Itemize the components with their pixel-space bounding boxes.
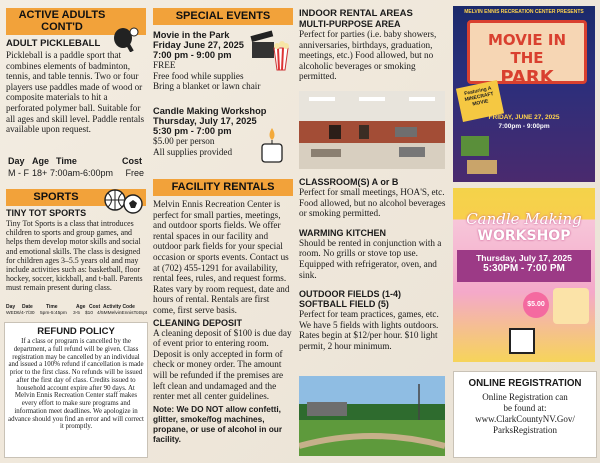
tt-cell-cost: $10 bbox=[85, 311, 94, 316]
candle-time: 5:30 pm - 7:00 pm bbox=[153, 126, 232, 136]
movie-line1: FREE bbox=[153, 60, 176, 70]
movie-line3: Bring a blanket or lawn chair bbox=[153, 81, 261, 92]
cell-age: 18+ bbox=[32, 168, 48, 178]
poster-title-line2: PARK bbox=[500, 67, 554, 88]
tt-col-cost: Cost bbox=[89, 304, 101, 310]
classroom-body: Perfect for small meetings, HOA'S, etc. Food allowed, but no alcohol beverages or smoking permitted. bbox=[299, 187, 446, 219]
movie-line2: Free food while supplies bbox=[153, 70, 244, 81]
deposit-body: A cleaning deposit of $100 is due day of event prior to entering room. Deposit is only accepted in form of check or money order. The amount will be refunded if the premises are left clean and undamaged and the renter met all center guidelines. bbox=[153, 327, 292, 402]
pickleball-title: ADULT PICKLEBALL bbox=[6, 38, 101, 49]
pickleball-table-header bbox=[8, 156, 148, 166]
classroom-section bbox=[299, 177, 447, 352]
registration-title: ONLINE REGISTRATION bbox=[468, 378, 582, 389]
tt-col-day: Day bbox=[6, 304, 16, 310]
room-illustration bbox=[299, 91, 445, 169]
poster-badge: Featuring A MINECRAFT MOVIE bbox=[456, 80, 504, 122]
cell-cost: Free bbox=[125, 168, 144, 178]
poster-date: FRIDAY, JUNE 27, 2025 bbox=[488, 114, 560, 121]
sports-header-text: SPORTS bbox=[33, 191, 79, 203]
outdoor-body: Perfect for team practices, games, etc. We have 5 fields with lights outdoors. Rates begin at $12/per hour. $10 light permit, 2 hour minimum. bbox=[299, 309, 439, 351]
tinytot-title: TINY TOT SPORTS bbox=[6, 208, 87, 218]
indoor-rentals-section bbox=[299, 8, 447, 82]
candle-poster-candles bbox=[553, 288, 589, 324]
facility-rentals-header-text: FACILITY RENTALS bbox=[171, 181, 275, 193]
refund-body: If a class or program is cancelled by the department, a full refund will be given. Class registration may be cancelled by an individual and issued a 100% refund if cancellation is made prior to the first class. No refunds will be issued after the first day of class. Credits issued to household account expire after 90 days. At Melvin Ennis Recreation Center staff makes every effort to make sure programs and information meet deadlines. We apologize in advance should you find an error and will correct it promptly. bbox=[8, 338, 144, 431]
col-day: Day bbox=[8, 156, 25, 166]
candle-poster-time: 5:30PM - 7:00 PM bbox=[483, 263, 565, 274]
poster-title-line1: MOVIE IN THE bbox=[487, 31, 567, 67]
registration-line1: Online Registration can bbox=[482, 392, 568, 402]
poster-title-sign bbox=[467, 20, 587, 88]
movie-poster bbox=[453, 6, 595, 182]
poster-movie-thumbnail bbox=[461, 136, 489, 156]
facility-rentals-section bbox=[153, 199, 293, 444]
pickleball-body: Pickleball is a paddle sport that combines elements of badminton, tennis, and table tennis. Two or four players use paddles made of wood or composite materials to hit a perforated polymer ball. Suitable for all ages and skill level. Paddle rentals available upon request. bbox=[6, 50, 145, 135]
candle-poster bbox=[453, 188, 595, 362]
poster-time: 7:00pm - 9:00pm bbox=[498, 123, 550, 130]
tt-col-time: Time bbox=[46, 304, 58, 310]
movie-date: Friday June 27, 2025 bbox=[153, 40, 244, 50]
pickleball-section bbox=[6, 38, 146, 135]
indoor-rentals-header: INDOOR RENTAL AREAS bbox=[299, 8, 413, 19]
movie-time: 7:00 pm - 9:00 pm bbox=[153, 50, 232, 60]
candle-poster-title2: WORKSHOP bbox=[477, 228, 571, 244]
cell-time: 7:00am-6:00pm bbox=[50, 168, 114, 178]
deposit-note: Note: We DO NOT allow confetti, glitter, smoke/fog machines, propane, or use of alcohol in our facility. bbox=[153, 403, 283, 444]
softball-field-title: SOFTBALL FIELD (5) bbox=[299, 299, 389, 310]
kitchen-title: WARMING KITCHEN bbox=[299, 227, 386, 238]
candle-date: Thursday, July 17, 2025 bbox=[153, 116, 257, 126]
candle-poster-date: Thursday, July 17, 2025 bbox=[476, 253, 572, 263]
movie-event bbox=[153, 30, 293, 92]
multipurpose-room-photo bbox=[299, 91, 445, 169]
special-events-header bbox=[153, 8, 293, 25]
online-registration-box bbox=[453, 371, 597, 458]
tt-cell-code: 4/5MMelvinEnnisTotSpt bbox=[97, 311, 148, 316]
tt-col-age: Age bbox=[76, 304, 86, 310]
pickleball-table-row bbox=[8, 168, 148, 178]
registration-url2[interactable]: ParksRegistration bbox=[493, 425, 557, 435]
candle-line1: $5.00 per person bbox=[153, 136, 215, 146]
candle-poster-title1: Candle Making bbox=[466, 210, 582, 228]
col-time: Time bbox=[56, 156, 77, 166]
active-adults-header-text: ACTIVE ADULTS CONT'D bbox=[18, 9, 106, 33]
col-cost: Cost bbox=[122, 156, 142, 166]
field-illustration bbox=[299, 376, 445, 456]
candle-icon bbox=[258, 126, 286, 164]
cell-day: M - F bbox=[8, 168, 29, 178]
special-events-header-text: SPECIAL EVENTS bbox=[175, 10, 271, 22]
outdoor-fields-title: OUTDOOR FIELDS (1-4) bbox=[299, 289, 402, 300]
registration-line2: be found at: bbox=[503, 403, 547, 413]
classroom-title: CLASSROOM(S) A or B bbox=[299, 177, 399, 187]
candle-poster-qr bbox=[509, 328, 535, 354]
registration-url1[interactable]: www.ClarkCountyNV.Gov/ bbox=[475, 414, 575, 424]
tt-col-date: Date bbox=[22, 304, 33, 310]
poster-presenter: MELVIN ENNIS RECREATION CENTER PRESENTS bbox=[464, 9, 584, 15]
tt-cell-age: 3-5 bbox=[73, 311, 80, 316]
facility-rentals-body: Melvin Ennis Recreation Center is perfect for small parties, meetings, and outdoor sports fields. We offer rental spaces in our facility and outdoor park fields for your special occasion or sports events. Contact us at (702) 455-1291 for availability, rental fees, rules, and request forms. Rates vary by room request, date and hours of rental. Rentals are first come, first serve basis. bbox=[153, 199, 290, 315]
poster-qr-area bbox=[467, 160, 497, 174]
tt-cell-day: WED bbox=[6, 311, 18, 316]
kitchen-body: Should be rented in conjunction with a room. No grills or stove top use. Equipped with refrigerator, oven, and sink. bbox=[299, 237, 442, 280]
tinytot-table-header bbox=[6, 304, 148, 310]
deposit-title: CLEANING DEPOSIT bbox=[153, 317, 243, 328]
col-age: Age bbox=[32, 156, 50, 166]
candle-title: Candle Making Workshop bbox=[153, 106, 267, 116]
multipurpose-title: MULTI-PURPOSE AREA bbox=[299, 19, 401, 29]
tt-cell-time: 5pm-5:45pm bbox=[40, 311, 67, 316]
tinytot-section bbox=[6, 208, 146, 293]
tt-col-code: Activity Code bbox=[103, 304, 135, 310]
candle-line2: All supplies provided bbox=[153, 146, 233, 157]
movie-title: Movie in the Park bbox=[153, 30, 230, 40]
candle-poster-price: $5.00 bbox=[523, 292, 549, 318]
outdoor-field-photo bbox=[299, 376, 445, 456]
tt-cell-date: 6/4-7/30 bbox=[17, 311, 35, 316]
candle-poster-date-band bbox=[457, 250, 591, 282]
multipurpose-body: Perfect for parties (i.e. baby showers, anniversaries, birthdays, graduation, meetings, etc.) Food allowed, but no alcoholic beverages or smoking permitted. bbox=[299, 29, 437, 82]
refund-policy-box bbox=[4, 322, 148, 458]
facility-rentals-header bbox=[153, 179, 293, 196]
tinytot-table-row bbox=[6, 311, 148, 317]
refund-title: REFUND POLICY bbox=[37, 326, 115, 337]
tinytot-body: Tiny Tot Sports is a class that introduces children to sports and group games, and helps them develop motor skills and social and emotional skills. The class is designed for children ages 3–5.5 years old and may include activities such as: basketball, floor hockey, soccer, kickball, and t-ball. Parents must remain present during class. bbox=[6, 219, 143, 293]
